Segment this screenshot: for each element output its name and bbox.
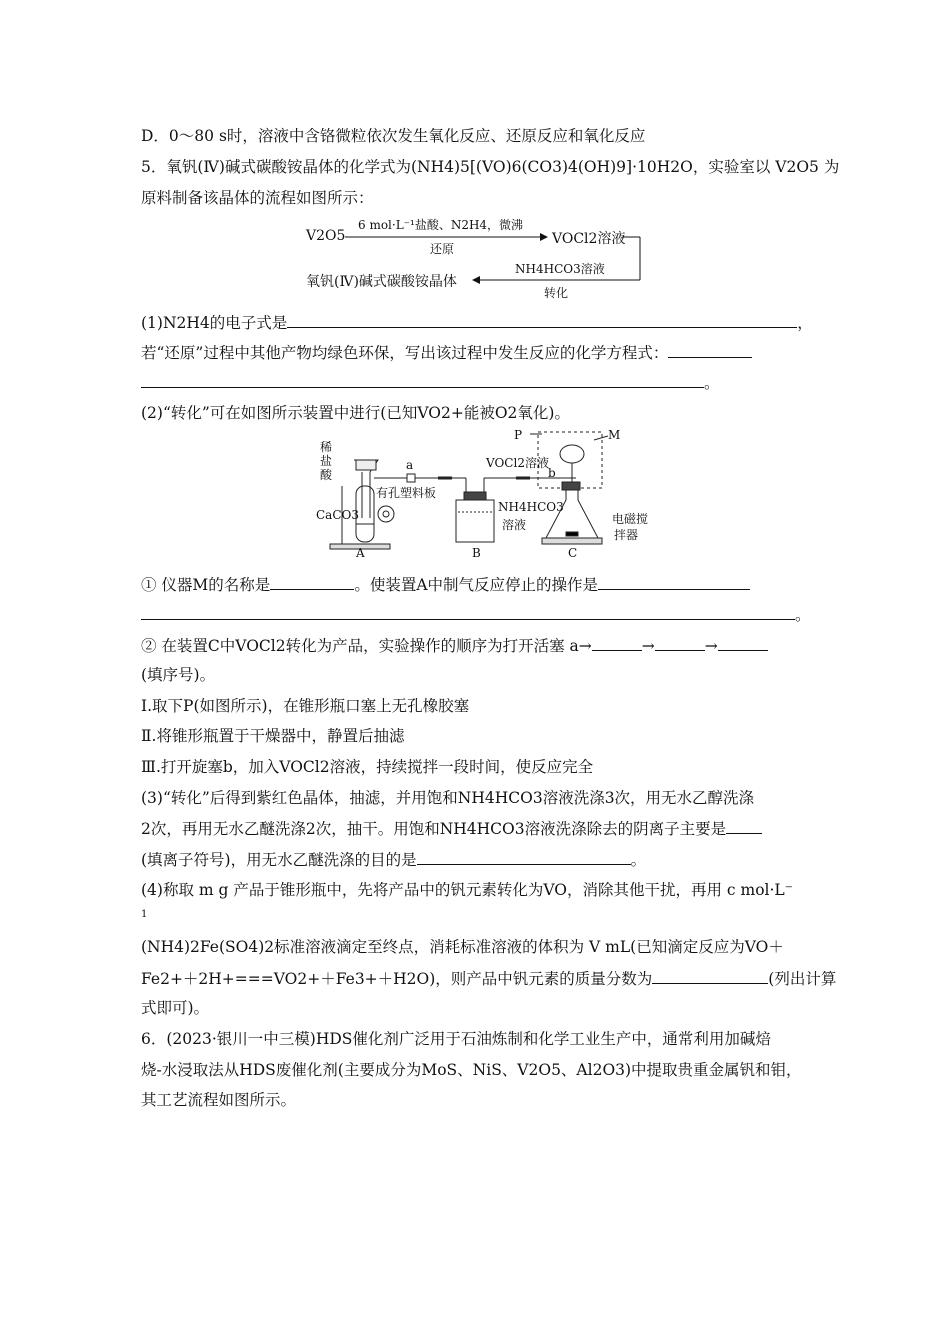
label-stirrer-1: 电磁搅 [612, 512, 649, 526]
q5-1b: 若“还原”过程中其他产物均绿色环保，写出该过程中发生反应的化学方程式： [141, 342, 752, 363]
flow-diagram [300, 214, 660, 304]
q5-4b: (NH4)2Fe(SO4)2标准溶液滴定至终点，消耗标准溶液的体积为 V mL(已知滴定反应为VO＋ [141, 938, 784, 956]
answer-blank[interactable] [141, 604, 795, 620]
q6b: 烧-水浸取法从HDS废催化剂(主要成分为MoS、NiS、V2O5、Al2O3)中提取贵重金属钒和钼， [141, 1061, 802, 1079]
label-acid: 稀 盐 酸 [320, 440, 333, 482]
flow-cond-bottom: 还原 [430, 242, 455, 256]
q5-intro: 5．氧钒(Ⅳ)碱式碳酸铵晶体的化学式为(NH4)5[(VO)6(CO3)4(OH)9]·10H2O，实验室以 V2O5 为 [141, 158, 840, 176]
answer-blank[interactable] [726, 818, 762, 834]
label-p: P [514, 428, 523, 442]
q5-4c: Fe2+＋2H+===VO2+＋Fe3+＋H2O)，则产品中钒元素的质量分数为 (列出计算 [141, 970, 837, 988]
q5-2-2: ② 在装置C中VOCl2转化为产品，实验操作的顺序为打开活塞 a→ → → [141, 635, 768, 656]
label-valve-a: a [406, 458, 414, 472]
label-nh4hco3: NH4HCO3 [498, 500, 564, 514]
answer-blank[interactable] [417, 849, 631, 865]
step-2: Ⅱ.将锥形瓶置于干燥器中，静置后抽滤 [141, 727, 405, 745]
answer-blank[interactable] [141, 372, 704, 388]
label-stirrer-2: 拌器 [614, 528, 639, 542]
q5-intro-2: 原料制备该晶体的流程如图所示： [141, 189, 374, 207]
label-solution: 溶液 [502, 518, 527, 532]
q5-4d: 式即可)。 [141, 999, 210, 1017]
answer-blank[interactable] [592, 635, 642, 651]
q5-3b: 2次，再用无水乙醚洗涤2次，抽干。用饱和NH4HCO3溶液洗涤除去的阴离子主要是 [141, 818, 762, 839]
label-a: A [356, 546, 365, 560]
q5-1: (1)N2H4的电子式是 ， [141, 314, 813, 332]
q6: 6．(2023·银川一中三模)HDS催化剂广泛用于石油炼制和化学工业生产中，通常利用加碱焙 [141, 1030, 771, 1048]
q5-4-sup: 1 [141, 909, 148, 920]
q5-2-2b: (填序号)。 [141, 666, 216, 684]
flow-mid: VOCl2溶液 [552, 231, 626, 247]
label-b: b [548, 466, 556, 480]
q6c: 其工艺流程如图所示。 [141, 1091, 297, 1109]
flow-cond2-bottom: 转化 [544, 286, 569, 300]
q5-2: (2)“转化”可在如图所示装置中进行(已知VO2+能被O2氧化)。 [141, 404, 570, 422]
answer-blank[interactable] [270, 574, 354, 590]
label-m: M [608, 428, 621, 442]
flow-cond-top: 6 mol·L⁻¹盐酸、N2H4，微沸 [358, 218, 524, 232]
q5-3: (3)“转化”后得到紫红色晶体，抽滤，并用饱和NH4HCO3溶液洗涤3次，用无水乙醇洗涤 [141, 789, 755, 807]
flow-start: V2O5 [306, 228, 346, 244]
answer-blank[interactable] [287, 312, 797, 328]
answer-blank[interactable] [668, 342, 752, 358]
q5-4: (4)称取 m g 产品于锥形瓶中，先将产品中的钒元素转化为VO，消除其他干扰，再用 c mol·L⁻ [141, 881, 793, 899]
apparatus-drawing [316, 426, 616, 562]
apparatus-figure [316, 426, 649, 562]
label-c: C [568, 546, 578, 560]
label-b-apparatus: B [472, 546, 481, 560]
q5-2-1b: 。 [141, 604, 811, 625]
answer-blank[interactable] [655, 635, 705, 651]
q5-3c: (填离子符号)，用无水乙醚洗涤的目的是 。 [141, 851, 647, 869]
step-1: Ⅰ.取下P(如图所示)，在锥形瓶口塞上无孔橡胶塞 [141, 697, 470, 715]
flow-end: 氧钒(Ⅳ)碱式碳酸铵晶体 [306, 274, 457, 290]
label-vocl2: VOCl2溶液 [486, 456, 549, 470]
answer-blank[interactable] [652, 968, 768, 984]
label-caco3: CaCO3 [316, 508, 359, 522]
answer-blank[interactable] [598, 574, 750, 590]
answer-blank[interactable] [718, 635, 768, 651]
flow-cond2-top: NH4HCO3溶液 [515, 262, 605, 276]
step-3: Ⅲ.打开旋塞b，加入VOCl2溶液，持续搅拌一段时间，使反应完全 [141, 758, 594, 776]
option-d: D．0～80 s时，溶液中含铬微粒依次发生氧化反应、还原反应和氧化反应 [141, 127, 646, 145]
label-plate: 有孔塑料板 [376, 486, 437, 500]
q5-1c: 。 [141, 372, 720, 393]
q5-2-1: ① 仪器M的名称是 。使装置A中制气反应停止的操作是 [141, 574, 750, 595]
